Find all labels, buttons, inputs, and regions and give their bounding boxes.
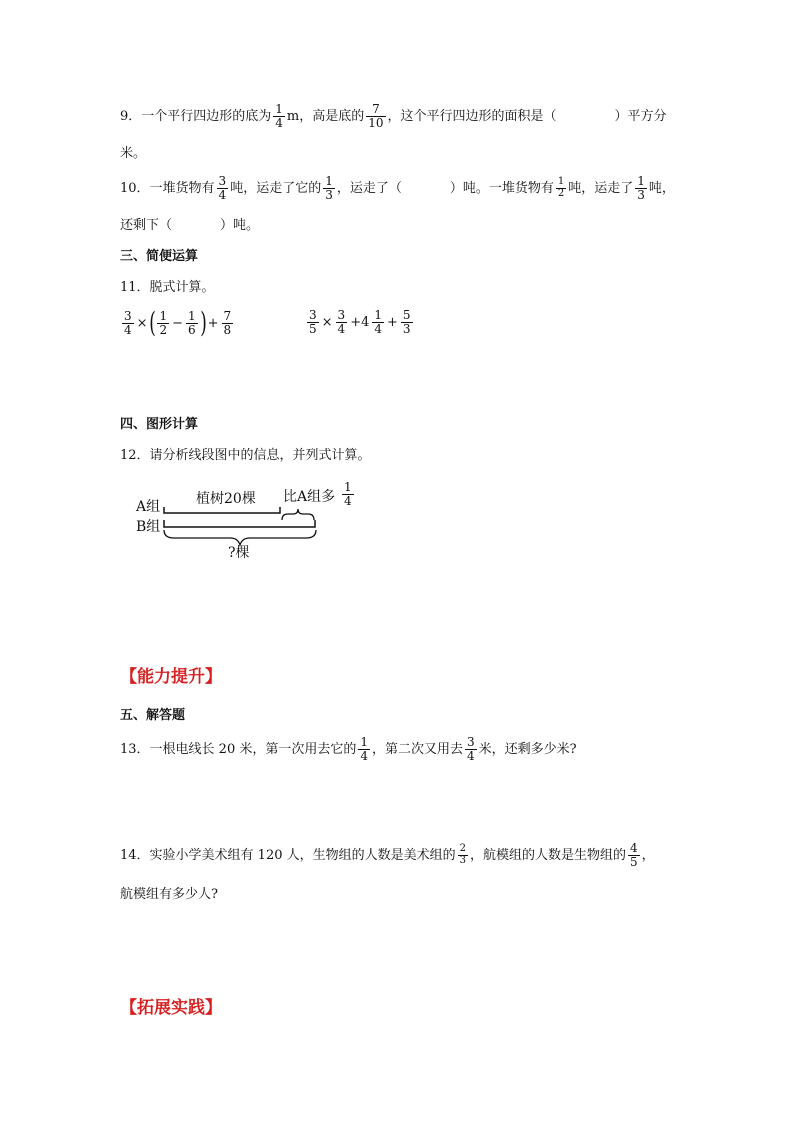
fraction: $\frac{3}{4}$ <box>124 308 132 337</box>
label-total-trees: ?棵 <box>228 545 250 561</box>
fraction: $\frac{2}{3}$ <box>459 843 466 866</box>
line-segment-diagram <box>130 478 370 573</box>
label-group-a: A组 <box>136 499 161 515</box>
fraction: $\frac{3}{5}$ <box>309 308 317 336</box>
section-heading-3: 三、简便运算 <box>120 249 199 264</box>
fraction: $\frac{1}{4}$ <box>360 735 368 763</box>
fraction: $\frac{1}{2}$ <box>159 308 168 337</box>
fraction: $\frac{7}{10}$ <box>368 102 384 130</box>
fraction: $\frac{1}{2}$ <box>557 176 565 199</box>
question-10-line2: 还剩下（ ）吨。 <box>120 218 260 233</box>
fraction: $\frac{4}{5}$ <box>630 841 638 869</box>
question-10: 10．一堆货物有 $\frac{3}{4}$ 吨，运走了它的 $\frac{1}{3}$ ，运走了（ ）吨。一堆货物有 $\frac{1}{2}$ 吨，运走了 $\frac{1}{3}$ 吨， <box>120 174 675 202</box>
fraction: $\frac{1}{3}$ <box>637 174 645 202</box>
fraction: $\frac{1}{4}$ <box>275 102 283 130</box>
diagram-lines <box>130 478 370 573</box>
label-more-than-a: 比A组多 <box>283 489 336 505</box>
fraction: $\frac{1}{3}$ <box>325 174 333 202</box>
question-11-prompt: 11．脱式计算。 <box>120 280 215 295</box>
question-14: 14．实验小学美术组有 120 人，生物组的人数是美术组的 $\frac{2}{3}$ ，航模组的人数是生物组的 $\frac{4}{5}$ ， <box>120 841 655 869</box>
brace-total <box>164 530 316 545</box>
fraction: $\frac{5}{3}$ <box>402 308 411 336</box>
fraction: $\frac{1}{4}$ <box>374 308 382 336</box>
question-14-line2: 航模组有多少人? <box>120 887 218 902</box>
question-12-prompt: 12．请分析线段图中的信息，并列式计算。 <box>120 448 371 463</box>
question-9: 9．一个平行四边形的底为 $\frac{1}{4}$ m，高是底的 $\frac{7}{10}$ ，这个平行四边形的面积是（ ）平方分 <box>120 102 667 130</box>
fraction: $\frac{3}{4}$ <box>218 174 227 202</box>
ability-title: 【能力提升】 <box>120 667 222 687</box>
fraction: $\frac{1}{6}$ <box>188 308 196 337</box>
extend-title: 【拓展实践】 <box>120 998 222 1018</box>
expression-1: $\frac{3}{4}$ ×( $\frac{1}{2}$ − $\frac{1}{6}$ )+ $\frac{7}{8}$ <box>124 306 232 339</box>
fraction: $\frac{3}{4}$ <box>467 735 475 763</box>
brace-extra <box>282 509 314 520</box>
expression-2: $\frac{3}{5}$ × $\frac{3}{4}$ +4 $\frac{1}{4}$ + $\frac{5}{3}$ <box>309 308 411 336</box>
label-group-b: B组 <box>136 519 161 535</box>
fraction: $\frac{7}{8}$ <box>223 308 232 337</box>
segment-b <box>164 520 315 527</box>
section-heading-4: 四、图形计算 <box>120 417 199 432</box>
segment-a <box>164 507 280 513</box>
label-planted-trees: 植树20棵 <box>196 491 256 507</box>
question-9-line2: 米。 <box>120 146 147 161</box>
question-13: 13．一根电线长 20 米，第一次用去它的 $\frac{1}{4}$ ，第二次又用去 $\frac{3}{4}$ 米，还剩多少米? <box>120 735 577 763</box>
fraction: $\frac{1}{4}$ <box>344 480 352 508</box>
fraction: $\frac{3}{4}$ <box>337 308 346 336</box>
section-heading-5: 五、解答题 <box>120 708 186 723</box>
